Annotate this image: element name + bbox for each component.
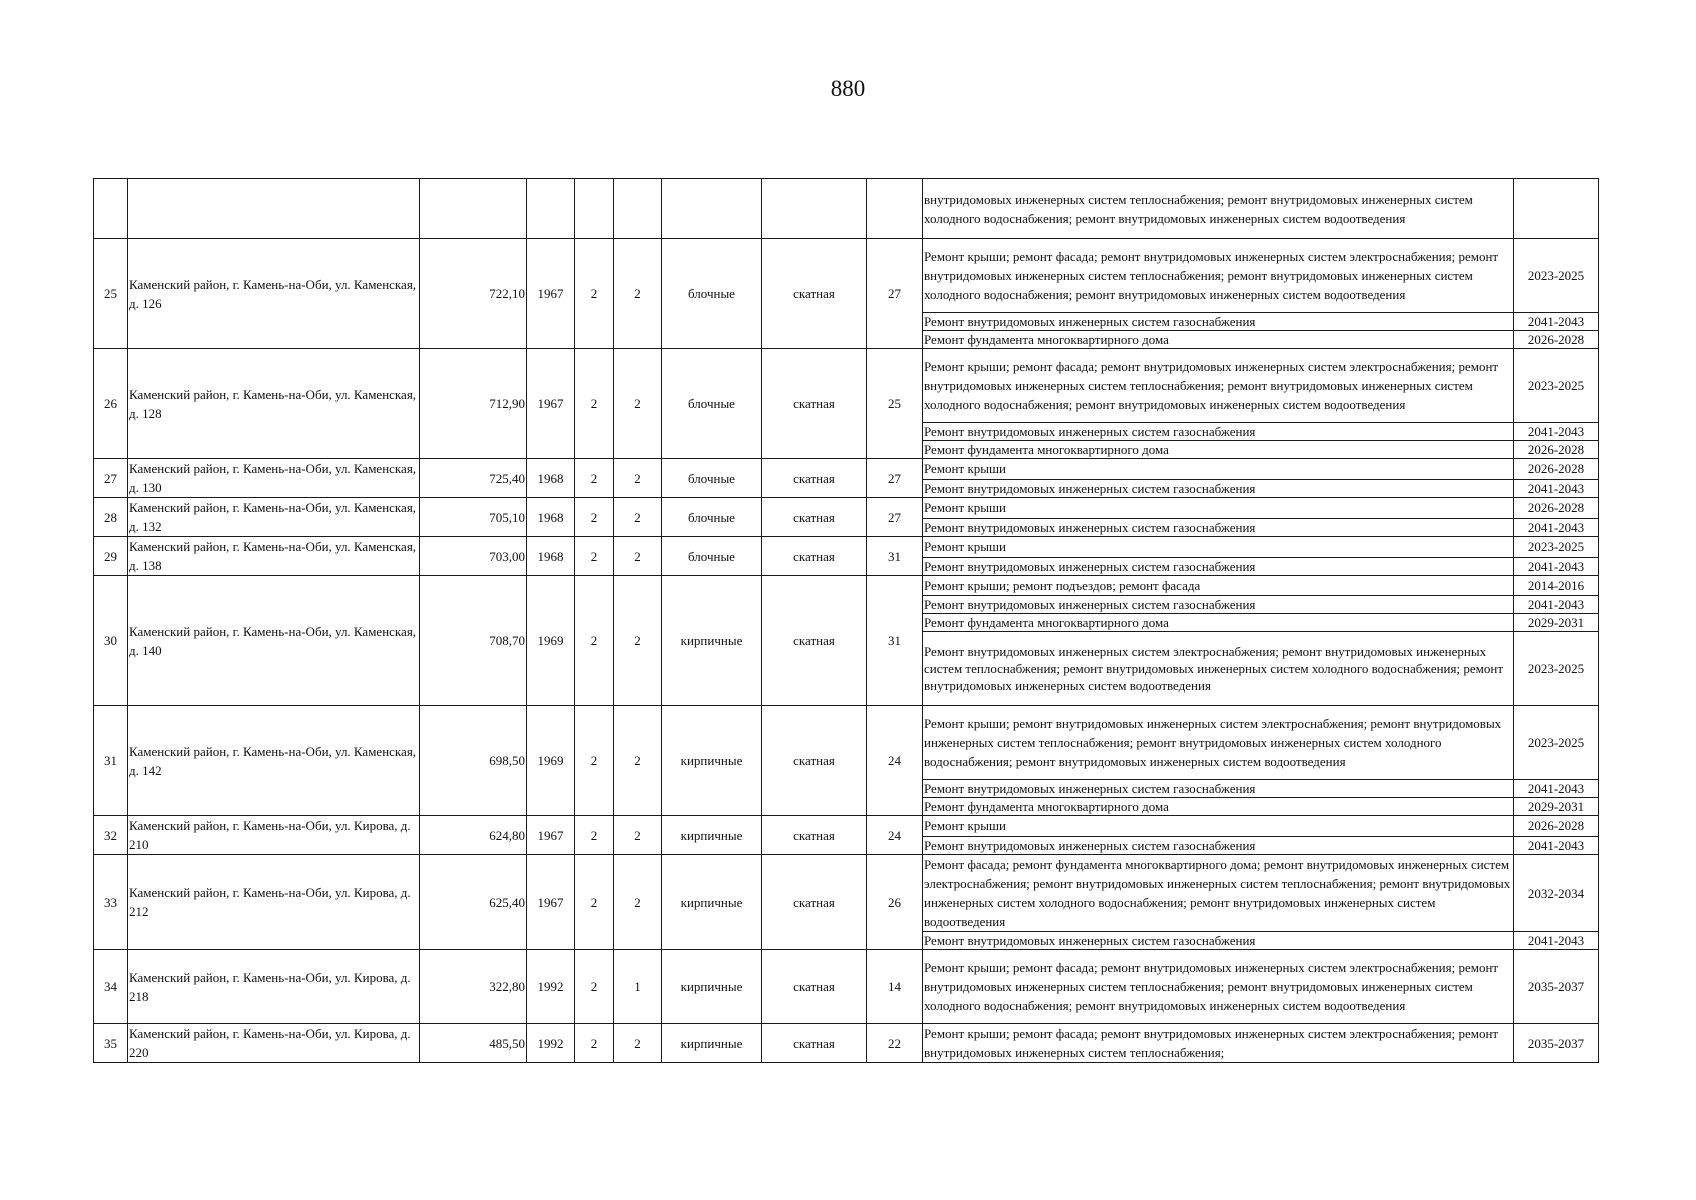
empty-cell [662,179,762,239]
work-period: 2026-2028 [1514,441,1599,459]
house-address: Каменский район, г. Камень-на-Оби, ул. Кирова, д. 218 [128,950,420,1024]
work-description: Ремонт крыши [923,537,1514,558]
housing-repair-table [93,178,1599,1063]
house-area: 725,40 [420,459,527,498]
house-floors: 2 [575,706,614,816]
work-period: 2041-2043 [1514,518,1599,536]
work-period: 2035-2037 [1514,1024,1599,1063]
house-area: 698,50 [420,706,527,816]
house-year: 1968 [527,537,575,576]
work-description: внутридомовых инженерных систем теплоснабжения; ремонт внутридомовых инженерных систем холодного водоснабжения; ремонт внутридомовых инженерных систем водоотведения [923,179,1514,239]
table-row [94,498,1599,519]
wall-material: кирпичные [662,855,762,950]
house-entrances: 2 [614,349,662,459]
house-address: Каменский район, г. Камень-на-Оби, ул. Каменская, д. 128 [128,349,420,459]
empty-cell [94,179,128,239]
work-period: 2041-2043 [1514,423,1599,441]
house-floors: 2 [575,950,614,1024]
empty-cell [867,179,923,239]
house-address: Каменский район, г. Камень-на-Оби, ул. Каменская, д. 126 [128,239,420,349]
house-floors: 2 [575,459,614,498]
work-description: Ремонт внутридомовых инженерных систем газоснабжения [923,557,1514,575]
apartment-count: 24 [867,816,923,855]
empty-cell [420,179,527,239]
roof-type: скатная [762,816,867,855]
house-floors: 2 [575,1024,614,1063]
wall-material: блочные [662,459,762,498]
wall-material: кирпичные [662,816,762,855]
work-period: 2014-2016 [1514,576,1599,596]
table-row [94,576,1599,596]
roof-type: скатная [762,537,867,576]
work-description: Ремонт фундамента многоквартирного дома [923,441,1514,459]
row-number: 33 [94,855,128,950]
work-period: 2023-2025 [1514,706,1599,780]
apartment-count: 27 [867,459,923,498]
row-number: 27 [94,459,128,498]
house-floors: 2 [575,816,614,855]
house-entrances: 1 [614,950,662,1024]
work-period: 2026-2028 [1514,331,1599,349]
house-floors: 2 [575,498,614,537]
apartment-count: 25 [867,349,923,459]
table-row [94,1024,1599,1063]
roof-type: скатная [762,349,867,459]
work-description: Ремонт внутридомовых инженерных систем газоснабжения [923,479,1514,497]
house-entrances: 2 [614,706,662,816]
row-number: 32 [94,816,128,855]
work-description: Ремонт фундамента многоквартирного дома [923,798,1514,816]
house-address: Каменский район, г. Камень-на-Оби, ул. Кирова, д. 210 [128,816,420,855]
roof-type: скатная [762,855,867,950]
work-description: Ремонт внутридомовых инженерных систем газоснабжения [923,518,1514,536]
roof-type: скатная [762,1024,867,1063]
apartment-count: 22 [867,1024,923,1063]
work-period: 2041-2043 [1514,557,1599,575]
work-period: 2041-2043 [1514,479,1599,497]
house-floors: 2 [575,239,614,349]
wall-material: блочные [662,349,762,459]
house-entrances: 2 [614,239,662,349]
row-number: 25 [94,239,128,349]
roof-type: скатная [762,576,867,706]
apartment-count: 27 [867,239,923,349]
work-period: 2026-2028 [1514,816,1599,837]
row-number: 34 [94,950,128,1024]
table-row [94,239,1599,313]
table-row [94,459,1599,480]
house-area: 322,80 [420,950,527,1024]
work-description: Ремонт внутридомовых инженерных систем газоснабжения [923,836,1514,854]
work-description: Ремонт фасада; ремонт фундамента многоквартирного дома; ремонт внутридомовых инженерных систем электроснабжения; ремонт внутридомовых инженерных систем теплоснабжения; ремонт внутридомовых инженерных систем холодного водоснабжения; ремонт внутридомовых инженерных систем водоотведения [923,855,1514,932]
work-period: 2041-2043 [1514,313,1599,331]
work-period: 2023-2025 [1514,239,1599,313]
work-description: Ремонт внутридомовых инженерных систем электроснабжения; ремонт внутридомовых инженерных систем теплоснабжения; ремонт внутридомовых инженерных систем холодного водоснабжения; ремонт внутридомовых инженерных систем водоотведения [923,632,1514,706]
house-entrances: 2 [614,816,662,855]
house-area: 722,10 [420,239,527,349]
wall-material: блочные [662,498,762,537]
work-description: Ремонт внутридомовых инженерных систем газоснабжения [923,932,1514,950]
row-number: 35 [94,1024,128,1063]
row-number: 30 [94,576,128,706]
work-description: Ремонт крыши [923,459,1514,480]
work-description: Ремонт крыши; ремонт фасада; ремонт внутридомовых инженерных систем электроснабжения; ремонт внутридомовых инженерных систем теплоснабжения; ремонт внутридомовых инженерных систем холодного водоснабжения; ремонт внутридомовых инженерных систем водоотведения [923,239,1514,313]
empty-cell [527,179,575,239]
house-year: 1968 [527,498,575,537]
house-year: 1969 [527,706,575,816]
house-address: Каменский район, г. Камень-на-Оби, ул. Кирова, д. 212 [128,855,420,950]
work-description: Ремонт крыши; ремонт подъездов; ремонт фасада [923,576,1514,596]
work-description: Ремонт внутридомовых инженерных систем газоснабжения [923,313,1514,331]
apartment-count: 14 [867,950,923,1024]
table-row [94,950,1599,1024]
house-address: Каменский район, г. Камень-на-Оби, ул. Каменская, д. 130 [128,459,420,498]
page-number: 880 [830,76,866,101]
house-entrances: 2 [614,459,662,498]
empty-cell [614,179,662,239]
wall-material: кирпичные [662,706,762,816]
house-address: Каменский район, г. Камень-на-Оби, ул. Каменская, д. 140 [128,576,420,706]
wall-material: кирпичные [662,950,762,1024]
apartment-count: 26 [867,855,923,950]
house-address: Каменский район, г. Камень-на-Оби, ул. Каменская, д. 138 [128,537,420,576]
wall-material: кирпичные [662,576,762,706]
apartment-count: 24 [867,706,923,816]
empty-cell [575,179,614,239]
house-year: 1967 [527,855,575,950]
work-period: 2041-2043 [1514,596,1599,614]
work-description: Ремонт крыши; ремонт фасада; ремонт внутридомовых инженерных систем электроснабжения; ремонт внутридомовых инженерных систем теплоснабжения; [923,1024,1514,1063]
apartment-count: 31 [867,576,923,706]
house-area: 708,70 [420,576,527,706]
house-year: 1967 [527,239,575,349]
roof-type: скатная [762,498,867,537]
work-description: Ремонт крыши; ремонт фасада; ремонт внутридомовых инженерных систем электроснабжения; ремонт внутридомовых инженерных систем теплоснабжения; ремонт внутридомовых инженерных систем холодного водоснабжения; ремонт внутридомовых инженерных систем водоотведения [923,349,1514,423]
table-row-continuation [94,179,1599,239]
work-period: 2023-2025 [1514,537,1599,558]
house-year: 1967 [527,816,575,855]
empty-cell [128,179,420,239]
apartment-count: 27 [867,498,923,537]
house-entrances: 2 [614,855,662,950]
row-number: 26 [94,349,128,459]
work-period: 2035-2037 [1514,950,1599,1024]
roof-type: скатная [762,706,867,816]
house-area: 703,00 [420,537,527,576]
table-row [94,855,1599,932]
house-area: 625,40 [420,855,527,950]
house-floors: 2 [575,855,614,950]
house-entrances: 2 [614,537,662,576]
wall-material: кирпичные [662,1024,762,1063]
work-period: 2026-2028 [1514,498,1599,519]
row-number: 28 [94,498,128,537]
work-description: Ремонт крыши [923,498,1514,519]
house-address: Каменский район, г. Камень-на-Оби, ул. Каменская, д. 132 [128,498,420,537]
table-row [94,537,1599,558]
house-floors: 2 [575,537,614,576]
house-year: 1992 [527,1024,575,1063]
house-year: 1969 [527,576,575,706]
work-period: 2029-2031 [1514,798,1599,816]
work-period: 2041-2043 [1514,836,1599,854]
roof-type: скатная [762,459,867,498]
house-floors: 2 [575,349,614,459]
work-period: 2041-2043 [1514,932,1599,950]
wall-material: блочные [662,537,762,576]
house-floors: 2 [575,576,614,706]
work-period: 2026-2028 [1514,459,1599,480]
table-row [94,349,1599,423]
table-body [94,179,1599,1063]
wall-material: блочные [662,239,762,349]
row-number: 29 [94,537,128,576]
house-entrances: 2 [614,498,662,537]
roof-type: скатная [762,950,867,1024]
house-entrances: 2 [614,1024,662,1063]
work-period: 2041-2043 [1514,780,1599,798]
house-year: 1968 [527,459,575,498]
house-area: 705,10 [420,498,527,537]
house-year: 1992 [527,950,575,1024]
work-period: 2029-2031 [1514,614,1599,632]
house-year: 1967 [527,349,575,459]
table-row [94,706,1599,780]
empty-cell [762,179,867,239]
work-description: Ремонт фундамента многоквартирного дома [923,614,1514,632]
work-period: 2032-2034 [1514,855,1599,932]
empty-cell [1514,179,1599,239]
work-description: Ремонт внутридомовых инженерных систем газоснабжения [923,423,1514,441]
work-description: Ремонт внутридомовых инженерных систем газоснабжения [923,780,1514,798]
house-entrances: 2 [614,576,662,706]
work-description: Ремонт крыши [923,816,1514,837]
work-description: Ремонт внутридомовых инженерных систем газоснабжения [923,596,1514,614]
house-address: Каменский район, г. Камень-на-Оби, ул. Каменская, д. 142 [128,706,420,816]
roof-type: скатная [762,239,867,349]
table-row [94,816,1599,837]
house-area: 712,90 [420,349,527,459]
work-description: Ремонт крыши; ремонт фасада; ремонт внутридомовых инженерных систем электроснабжения; ремонт внутридомовых инженерных систем теплоснабжения; ремонт внутридомовых инженерных систем холодного водоснабжения; ремонт внутридомовых инженерных систем водоотведения [923,950,1514,1024]
work-period: 2023-2025 [1514,349,1599,423]
work-description: Ремонт фундамента многоквартирного дома [923,331,1514,349]
house-address: Каменский район, г. Камень-на-Оби, ул. Кирова, д. 220 [128,1024,420,1063]
house-area: 485,50 [420,1024,527,1063]
apartment-count: 31 [867,537,923,576]
work-period: 2023-2025 [1514,632,1599,706]
house-area: 624,80 [420,816,527,855]
row-number: 31 [94,706,128,816]
work-description: Ремонт крыши; ремонт внутридомовых инженерных систем электроснабжения; ремонт внутридомовых инженерных систем теплоснабжения; ремонт внутридомовых инженерных систем холодного водоснабжения; ремонт внутридомовых инженерных систем водоотведения [923,706,1514,780]
